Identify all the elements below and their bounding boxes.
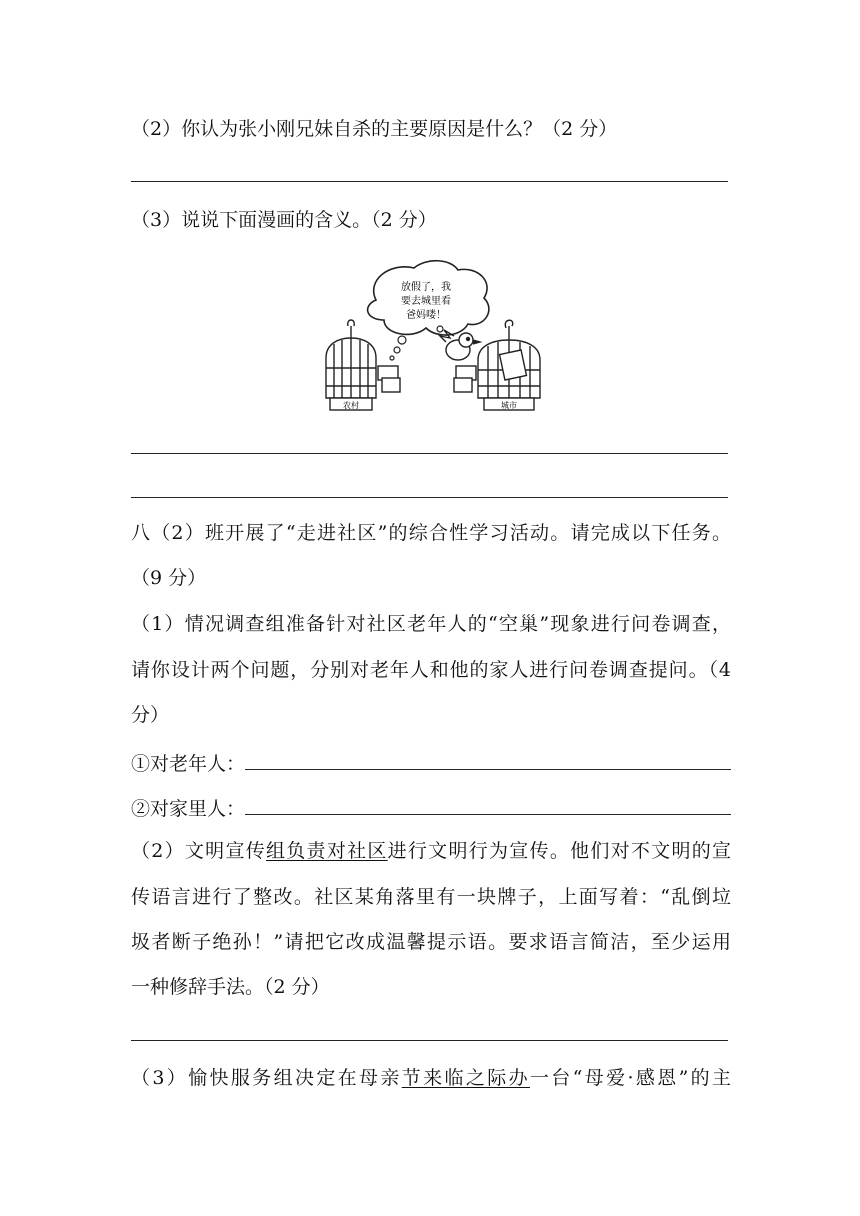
answer-field-family[interactable] (245, 794, 731, 815)
question-2: （2）你认为张小刚兄妹自杀的主要原因是什么？（2 分） (131, 118, 618, 140)
answer-line-q3-2[interactable] (131, 497, 728, 498)
bubble-text-3: 爸妈喽！ (406, 310, 446, 321)
bubble-text-1: 放假了，我 (401, 282, 451, 293)
task2-line3: 圾者断子绝孙！”请把它改成温馨提示语。要求语言简洁，至少运用 (131, 931, 731, 953)
bubble-dot (437, 326, 443, 332)
task2-line1 (131, 839, 731, 863)
bubble-dot (394, 347, 400, 353)
section-title-line1: 八（2）班开展了“走进社区”的综合性学习活动。请完成以下任务。 (131, 522, 731, 544)
cartoon-illustration (318, 258, 548, 418)
bird-figure (440, 330, 480, 392)
cage-label-left: 农村 (343, 401, 359, 410)
task2-underlined-text: 组负责对社区 (266, 840, 388, 862)
task2-text-a: （2）文明宣传 (131, 840, 266, 862)
bubble-text-2: 要去城里看 (401, 296, 451, 307)
task2-line2: 传语言进行了整改。社区某角落里有一块牌子，上面写着：“乱倒垃 (131, 886, 731, 908)
answer-field-elderly[interactable] (245, 749, 731, 770)
task3-text-b: 一台“母爱·感恩”的主 (529, 1067, 731, 1089)
task1-line3: 分） (131, 704, 170, 726)
section-title-line2: （9 分） (131, 567, 207, 589)
question-3: （3）说说下面漫画的含义。（2 分） (131, 209, 437, 231)
answer-line-q3-1[interactable] (131, 453, 728, 454)
bubble-dot (398, 336, 406, 344)
answer-line-task2[interactable] (131, 1040, 728, 1041)
answer-label-elderly: ①对老年人： (131, 753, 246, 775)
task3-underlined-text: 节来临之际办 (401, 1067, 530, 1089)
right-birdcage (478, 320, 540, 410)
task1-line2: 请你设计两个问题，分别对老年人和他的家人进行问卷调查提问。（4 (131, 659, 731, 681)
bubble-dot (390, 356, 394, 360)
task3-line1 (131, 1066, 731, 1090)
answer-line-q2[interactable] (131, 181, 728, 182)
answer-row-family (131, 794, 731, 821)
answer-row-elderly (131, 749, 731, 776)
task2-text-b: 进行文明行为宣传。他们对不文明的宣 (387, 840, 731, 862)
left-birdcage (326, 320, 400, 410)
task3-text-a: （3）愉快服务组决定在母亲 (131, 1067, 402, 1089)
task1-line1: （1）情况调查组准备针对社区老年人的“空巢”现象进行问卷调查， (131, 613, 731, 635)
answer-label-family: ②对家里人： (131, 798, 246, 820)
task2-line4: 一种修辞手法。（2 分） (131, 976, 330, 998)
cage-label-right: 城市 (501, 401, 517, 410)
